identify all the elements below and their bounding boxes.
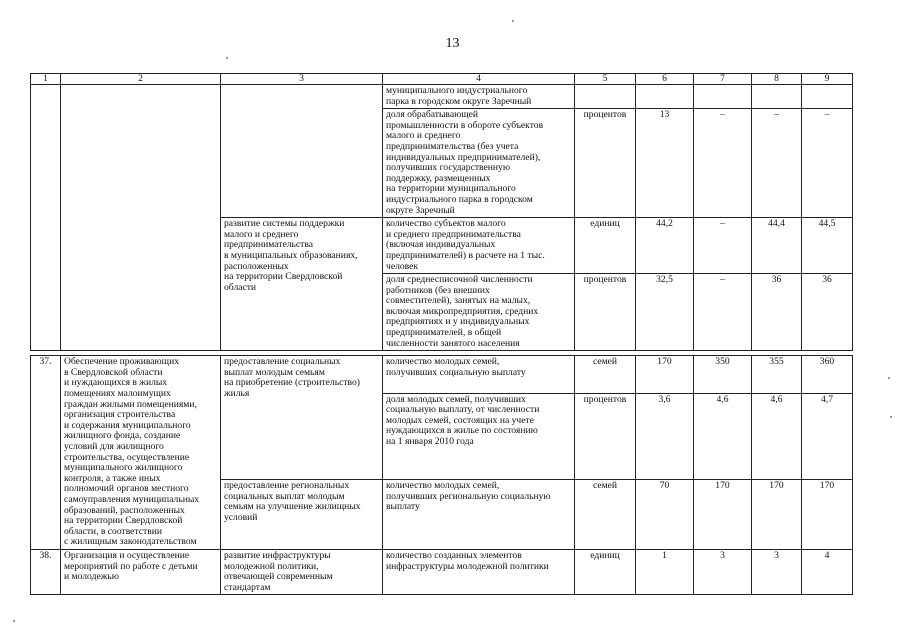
col-header-3: 3: [221, 74, 383, 85]
value-cell: 44,5: [802, 218, 853, 274]
indicator-cell: доля обрабатывающей промышленности в обороте субъектов малого и среднего предпринимательства (без учета индивидуальных предпринимателей), получивших государственную поддержку, размещенных на территории муниципального индустриального парка в городском округе Заречный: [383, 109, 575, 218]
value-cell: 3: [694, 549, 752, 594]
indicator-cell: муниципального индустриального парка в городском округе Заречный: [383, 85, 575, 109]
table-row: [31, 356, 853, 393]
direction-cell: предоставление региональных социальных выплат молодым семьям на улучшение жилищных условий: [221, 479, 383, 549]
value-cell: [694, 85, 752, 109]
value-cell: 170: [802, 479, 853, 549]
value-cell: 170: [752, 479, 802, 549]
power-cell: [61, 85, 221, 351]
col-header-7: 7: [694, 74, 752, 85]
row-number-cell: 38.: [31, 549, 61, 594]
direction-cell: предоставление социальных выплат молодым семьям на приобретение (строительство) жилья: [221, 356, 383, 480]
indicator-cell: количество субъектов малого и среднего предпринимательства (включая индивидуальных предпринимателей) в расчете на 1 тыс. человек: [383, 218, 575, 274]
col-header-1: 1: [31, 74, 61, 85]
value-cell: 4: [802, 549, 853, 594]
column-number-header: [31, 74, 853, 85]
col-header-6: 6: [636, 74, 694, 85]
unit-cell: единиц: [575, 218, 636, 274]
col-header-5: 5: [575, 74, 636, 85]
value-cell: 13: [636, 109, 694, 218]
value-cell: –: [694, 109, 752, 218]
value-cell: [636, 85, 694, 109]
unit-cell: процентов: [575, 274, 636, 351]
value-cell: 4,6: [752, 393, 802, 479]
scan-speck: [888, 377, 890, 379]
scan-speck: [512, 20, 514, 22]
value-cell: [802, 85, 853, 109]
indicator-cell: количество молодых семей, получивших социальную выплату: [383, 356, 575, 393]
value-cell: 36: [752, 274, 802, 351]
direction-cell: [221, 85, 383, 218]
col-header-9: 9: [802, 74, 853, 85]
value-cell: [752, 85, 802, 109]
indicator-cell: доля среднесписочной численности работников (без внешних совместителей), занятых на малых, включая микропредприятия, средних предприятиях и у индивидуальных предпринимателей, в общей численности занятого населения: [383, 274, 575, 351]
value-cell: 36: [802, 274, 853, 351]
indicator-table: [30, 73, 853, 595]
value-cell: 1: [636, 549, 694, 594]
scan-speck: [226, 57, 228, 59]
unit-cell: [575, 85, 636, 109]
value-cell: 360: [802, 356, 853, 393]
indicator-cell: количество молодых семей, получивших региональную социальную выплату: [383, 479, 575, 549]
value-cell: –: [694, 274, 752, 351]
unit-cell: процентов: [575, 393, 636, 479]
value-cell: 170: [636, 356, 694, 393]
value-cell: 355: [752, 356, 802, 393]
value-cell: 44,4: [752, 218, 802, 274]
value-cell: 32,5: [636, 274, 694, 351]
table-row: [31, 549, 853, 594]
row-number-cell: 37.: [31, 356, 61, 550]
unit-cell: единиц: [575, 549, 636, 594]
indicator-cell: количество созданных элементов инфраструктуры молодежной политики: [383, 549, 575, 594]
value-cell: 4,6: [694, 393, 752, 479]
unit-cell: семей: [575, 356, 636, 393]
value-cell: 170: [694, 479, 752, 549]
page-number: 13: [445, 36, 460, 51]
value-cell: 3: [752, 549, 802, 594]
scan-speck: [13, 620, 15, 622]
scan-speck: [890, 416, 892, 418]
direction-cell: развитие инфраструктуры молодежной политики, отвечающей современным стандартам: [221, 549, 383, 594]
row-number-cell: [31, 85, 61, 351]
col-header-8: 8: [752, 74, 802, 85]
col-header-4: 4: [383, 74, 575, 85]
unit-cell: семей: [575, 479, 636, 549]
direction-cell: развитие системы поддержки малого и среднего предпринимательства в муниципальных образованиях, расположенных на территории Свердловской области: [221, 218, 383, 351]
value-cell: –: [694, 218, 752, 274]
value-cell: 3,6: [636, 393, 694, 479]
power-cell: Обеспечение проживающих в Свердловской области и нуждающихся в жилых помещениях малоимущих граждан жилыми помещениями, организация строительства и содержания муниципального жилищного фонда, создание условий для жилищного строительства, осуществление муниципального жилищного контроля, а также иных полномочий органов местного самоуправления муниципальных образований, расположенных на территории Свердловской области, в соответствии с жилищным законодательством: [61, 356, 221, 550]
col-header-2: 2: [61, 74, 221, 85]
value-cell: 350: [694, 356, 752, 393]
power-cell: Организация и осуществление мероприятий по работе с детьми и молодежью: [61, 549, 221, 594]
value-cell: –: [802, 109, 853, 218]
value-cell: 70: [636, 479, 694, 549]
value-cell: 44,2: [636, 218, 694, 274]
table-row: [31, 85, 853, 109]
value-cell: 4,7: [802, 393, 853, 479]
value-cell: –: [752, 109, 802, 218]
indicator-cell: доля молодых семей, получивших социальную выплату, от численности молодых семей, состоящих на учете нуждающихся в жилье по состоянию на 1 января 2010 года: [383, 393, 575, 479]
unit-cell: процентов: [575, 109, 636, 218]
